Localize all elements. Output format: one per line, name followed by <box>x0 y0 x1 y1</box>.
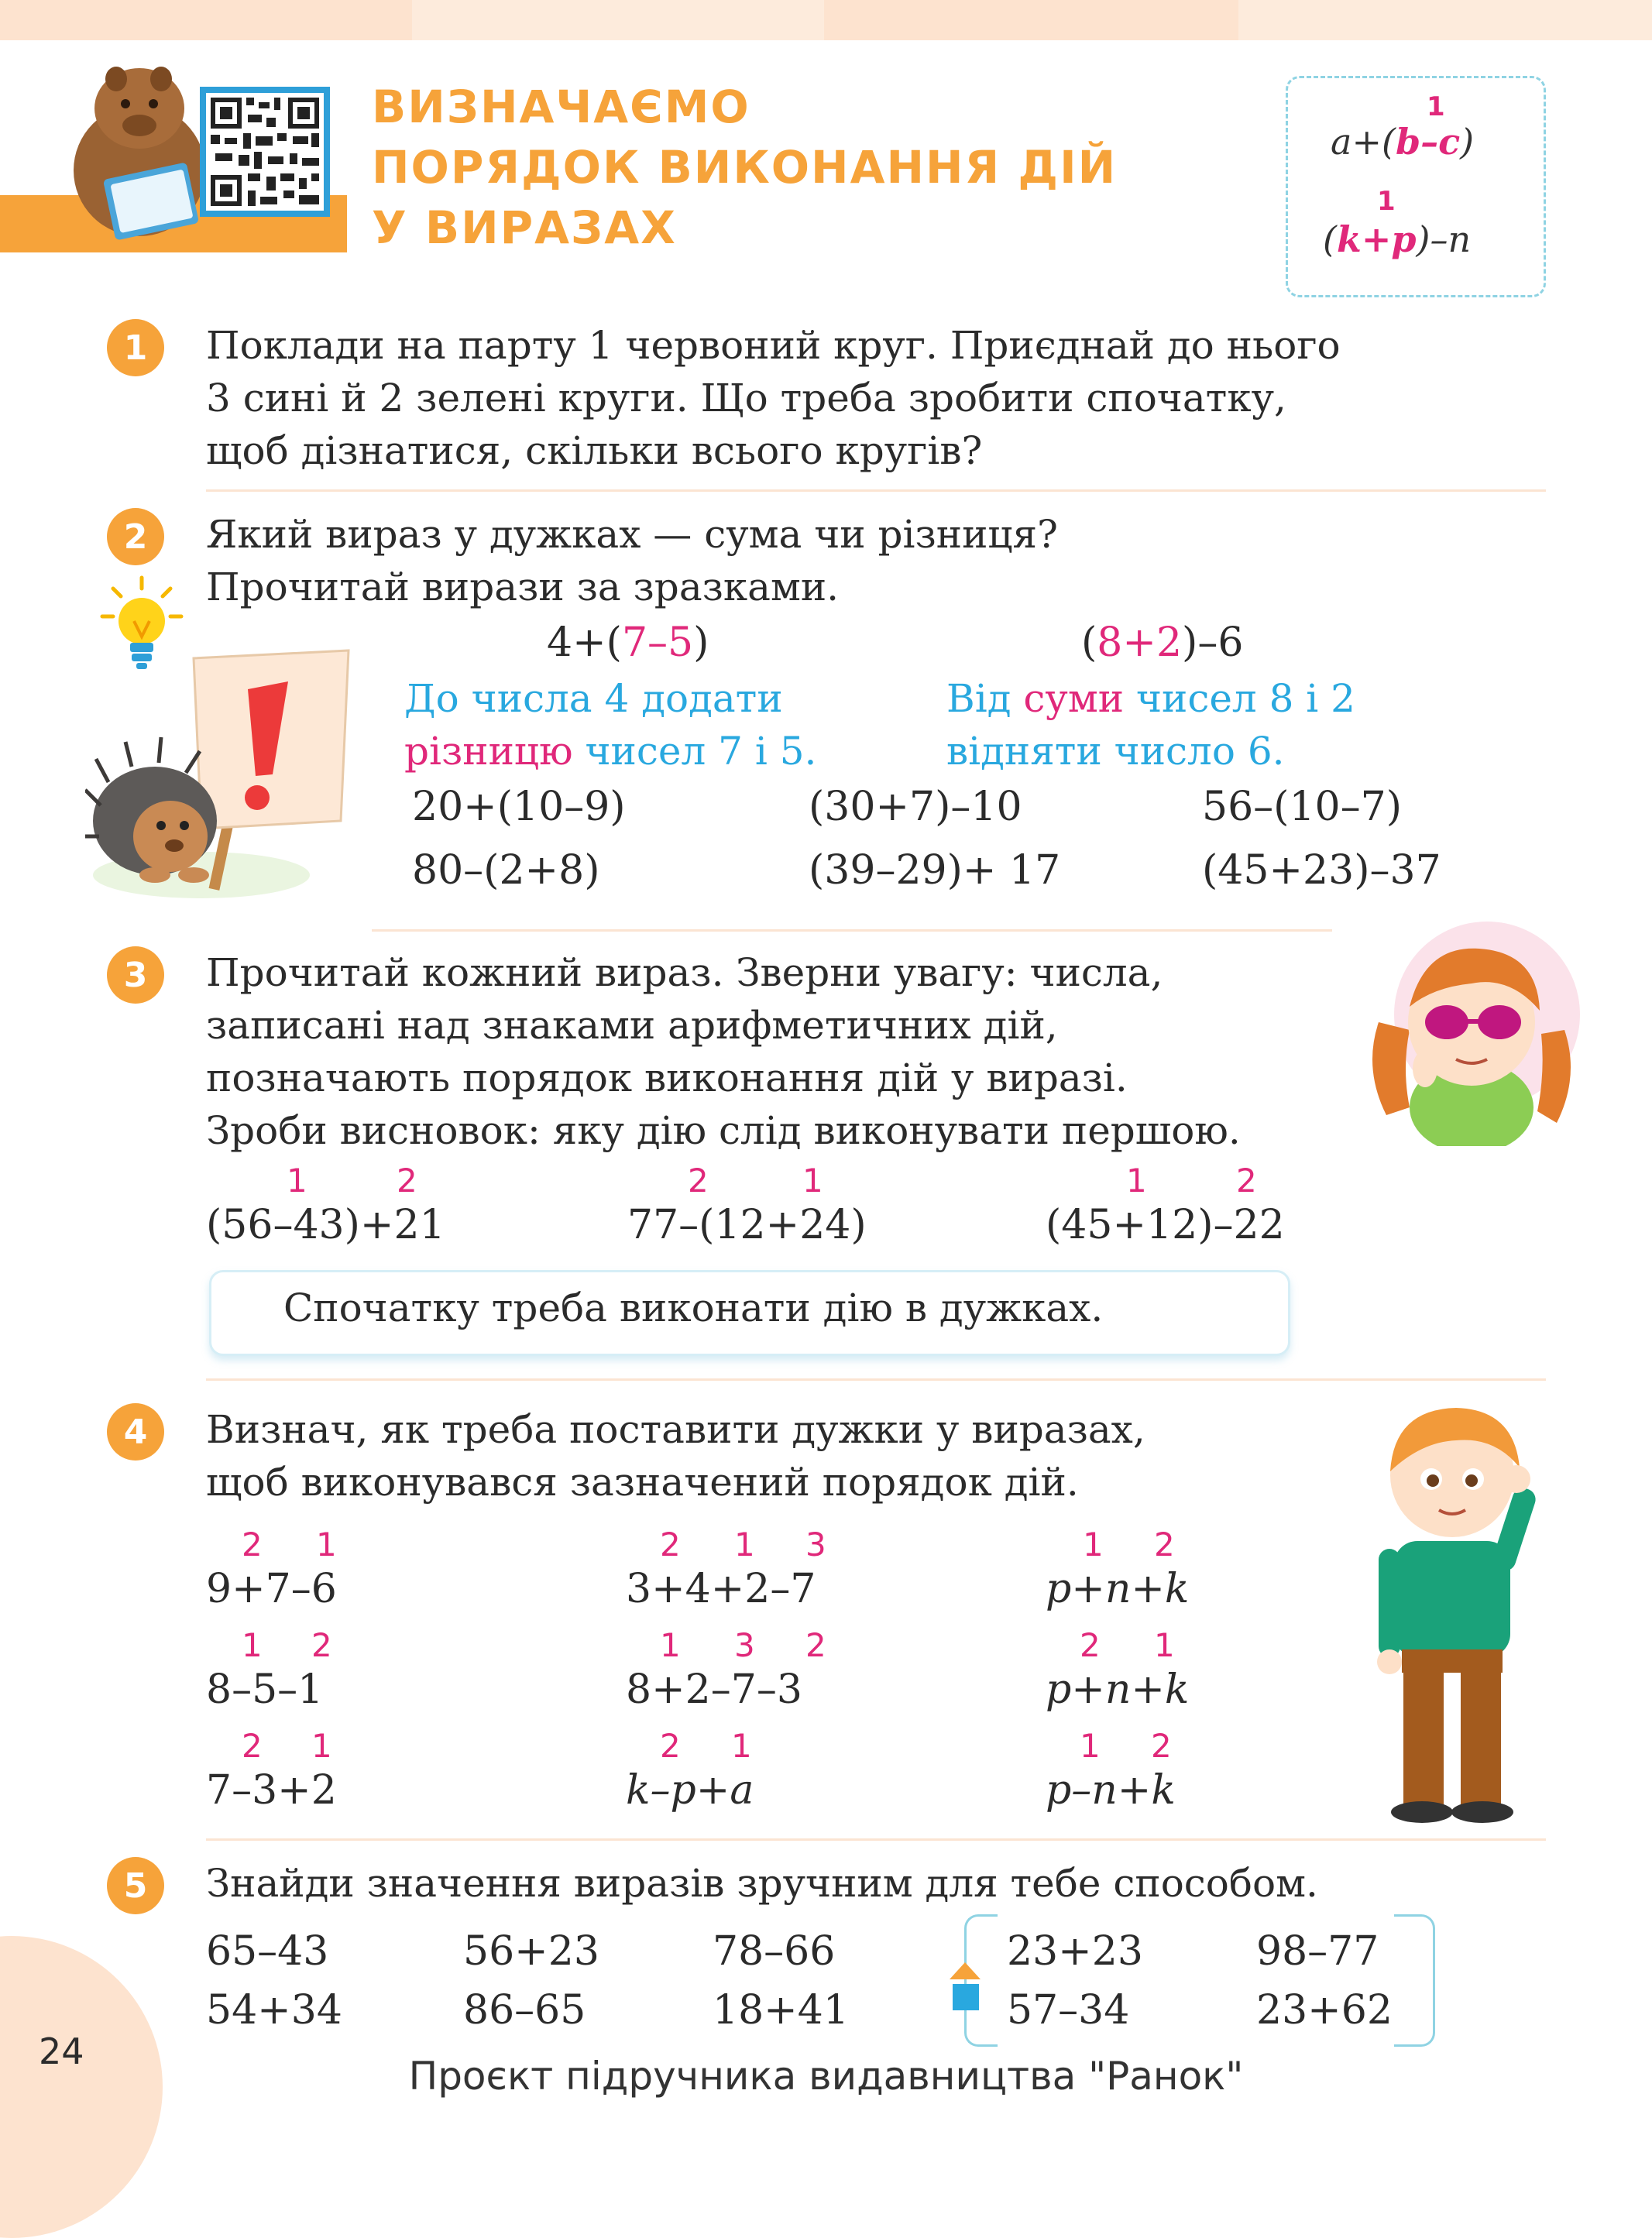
order-number: 1 <box>1080 1727 1101 1765</box>
expression: 23+62 <box>1256 1987 1393 2034</box>
order-number: 2 <box>1080 1626 1101 1664</box>
section-divider <box>206 1838 1546 1841</box>
task-1-text-line: 3 сині й 2 зелені круги. Що треба зробити спочатку, <box>206 376 1286 420</box>
order-number: 3 <box>805 1526 826 1564</box>
expression: 56–(10–7) <box>1202 784 1402 830</box>
formula-1: a+(b–c) <box>1331 121 1475 163</box>
order-number: 2 <box>397 1162 417 1200</box>
section-divider <box>372 929 1332 932</box>
qr-code <box>200 87 330 217</box>
girl-with-glasses-illustration <box>1355 914 1588 1146</box>
expression: p–n+k <box>1046 1767 1176 1814</box>
order-number: 1 <box>1083 1526 1104 1564</box>
expression: 86–65 <box>463 1987 586 2034</box>
expression: p+n+k <box>1046 1666 1190 1713</box>
task-number-badge: 5 <box>107 1857 164 1914</box>
expression: 9+7–6 <box>206 1566 337 1612</box>
order-number: 1 <box>1126 1162 1147 1200</box>
order-number: 1 <box>660 1626 681 1664</box>
expression: p+n+k <box>1046 1566 1190 1612</box>
order-number: 3 <box>734 1626 755 1664</box>
task-number-badge: 4 <box>107 1403 164 1461</box>
page-title-line-3: У ВИРАЗАХ <box>372 201 677 254</box>
top-strip-segment <box>824 0 1238 40</box>
formula-1-order: 1 <box>1427 91 1445 122</box>
order-number: 1 <box>734 1526 755 1564</box>
expression: 54+34 <box>206 1987 342 2034</box>
top-strip-segment <box>1238 0 1652 40</box>
task-1-text-line: Поклади на парту 1 червоний круг. Приєднай до нього <box>206 323 1341 368</box>
order-number: 2 <box>688 1162 709 1200</box>
task-1-text-line: щоб дізнатися, скільки всього кругів? <box>206 428 983 473</box>
capybara-illustration <box>62 54 217 240</box>
task-5-text-line: Знайди значення виразів зручним для тебе способом. <box>206 1861 1318 1906</box>
order-number: 2 <box>660 1526 681 1564</box>
order-number: 1 <box>242 1626 263 1664</box>
sample-2-explanation-line: Від суми чисел 8 і 2 <box>946 676 1355 721</box>
expression: 23+23 <box>1007 1928 1143 1975</box>
footer-note: Проєкт підручника видавництва "Ранок" <box>408 2054 1244 2099</box>
expression: 3+4+2–7 <box>626 1566 816 1612</box>
page-title-line-1: ВИЗНАЧАЄМО <box>372 81 750 133</box>
task-3-text-line: позначають порядок виконання дій у виразі. <box>206 1055 1128 1100</box>
difficulty-marker-icon <box>948 1959 982 2021</box>
expression: 8+2–7–3 <box>626 1666 802 1713</box>
expression: 8–5–1 <box>206 1666 324 1713</box>
expression: k–p+a <box>626 1767 754 1814</box>
task-3-text-line: Зроби висновок: яку дію слід виконувати першою. <box>206 1108 1241 1153</box>
formula-2-order: 1 <box>1377 186 1396 217</box>
task-2-text-line: Прочитай вирази за зразками. <box>206 565 840 609</box>
expression: 20+(10–9) <box>412 784 626 830</box>
sample-1-explanation-line: різницю чисел 7 і 5. <box>404 729 817 774</box>
order-number: 2 <box>1154 1526 1175 1564</box>
sample-expression-2: (8+2)–6 <box>1081 620 1244 666</box>
order-number: 2 <box>1151 1727 1172 1765</box>
expression: (45+23)–37 <box>1202 847 1441 894</box>
formula-example-box <box>1286 76 1546 297</box>
expression: (45+12)–22 <box>1046 1202 1285 1248</box>
hedgehog-with-sign-illustration <box>85 643 356 898</box>
order-number: 2 <box>311 1626 332 1664</box>
expression: 57–34 <box>1007 1987 1130 2034</box>
task-3-text-line: Прочитай кожний вираз. Зверни увагу: числа, <box>206 950 1163 995</box>
task-3-text-line: записані над знаками арифметичних дій, <box>206 1003 1058 1048</box>
order-number: 1 <box>287 1162 307 1200</box>
expression: 98–77 <box>1256 1928 1379 1975</box>
task-number-badge: 3 <box>107 946 164 1004</box>
expression: 78–66 <box>713 1928 836 1975</box>
order-number: 2 <box>242 1526 263 1564</box>
order-number: 1 <box>316 1526 337 1564</box>
order-number: 2 <box>1236 1162 1257 1200</box>
order-number: 2 <box>805 1626 826 1664</box>
difficulty-bracket-right <box>1394 1914 1435 2047</box>
sample-2-explanation-line: відняти число 6. <box>946 729 1285 774</box>
expression: 7–3+2 <box>206 1767 337 1814</box>
formula-2: (k+p)–n <box>1323 218 1472 260</box>
expression: (56–43)+21 <box>206 1202 445 1248</box>
task-2-text-line: Який вираз у дужках — сума чи різниця? <box>206 512 1058 557</box>
page-number: 24 <box>39 2030 84 2072</box>
expression: 56+23 <box>463 1928 599 1975</box>
sample-1-explanation-line: До числа 4 додати <box>404 676 783 721</box>
expression: (30+7)–10 <box>809 784 1022 830</box>
expression: 18+41 <box>713 1987 849 2034</box>
order-number: 2 <box>660 1727 681 1765</box>
page-title-line-2: ПОРЯДОК ВИКОНАННЯ ДІЙ <box>372 141 1118 194</box>
order-number: 1 <box>731 1727 752 1765</box>
top-strip-segment <box>0 0 412 40</box>
order-number: 1 <box>802 1162 823 1200</box>
order-number: 1 <box>1154 1626 1175 1664</box>
task-4-text-line: щоб виконувався зазначений порядок дій. <box>206 1460 1079 1505</box>
top-strip-segment <box>412 0 824 40</box>
boy-thinking-illustration <box>1348 1394 1557 1828</box>
task-number-badge: 1 <box>107 319 164 376</box>
sample-expression-1: 4+(7–5) <box>547 620 709 666</box>
expression: (39–29)+ 17 <box>809 847 1061 894</box>
expression: 65–43 <box>206 1928 329 1975</box>
conclusion-text: Спочатку треба виконати дію в дужках. <box>283 1285 1104 1330</box>
task-number-badge: 2 <box>107 508 164 565</box>
expression: 77–(12+24) <box>627 1202 867 1248</box>
section-divider <box>206 1378 1546 1381</box>
section-divider <box>206 489 1546 492</box>
task-4-text-line: Визнач, як треба поставити дужки у виразах, <box>206 1407 1145 1452</box>
order-number: 1 <box>311 1727 332 1765</box>
order-number: 2 <box>242 1727 263 1765</box>
expression: 80–(2+8) <box>412 847 600 894</box>
